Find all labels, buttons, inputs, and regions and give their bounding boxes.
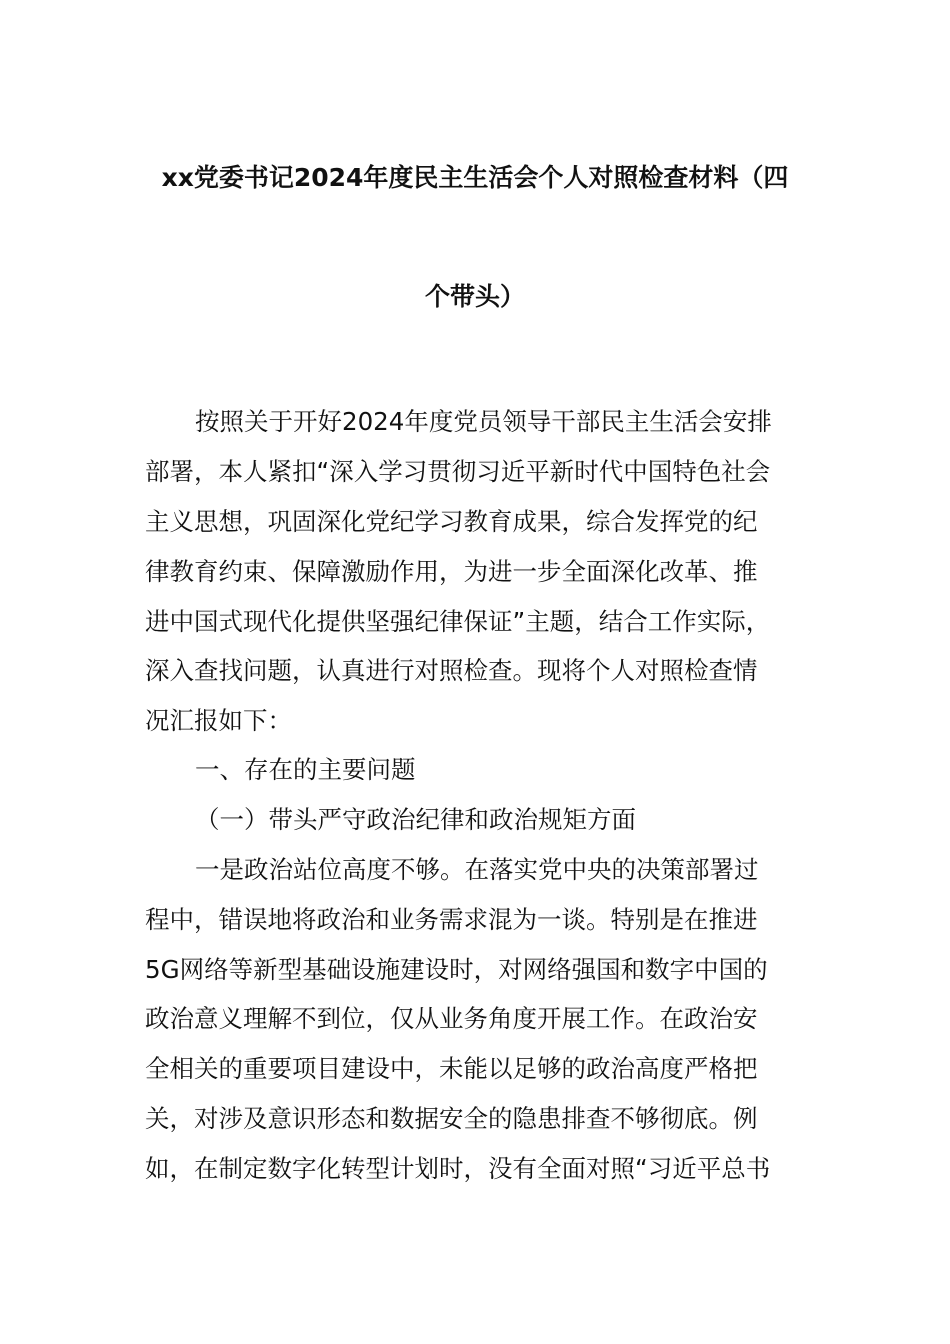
paragraph-line: 主义思想，巩固深化党纪学习教育成果，综合发挥党的纪 bbox=[145, 507, 758, 536]
document-title-line-1: xx党委书记2024年度民主生活会个人对照检查材料（四 bbox=[161, 163, 789, 192]
paragraph-line: 部署，本人紧扣“深入学习贯彻习近平新时代中国特色社会 bbox=[145, 457, 771, 486]
paragraph-line: 全相关的重要项目建设中，未能以足够的政治高度严格把 bbox=[145, 1054, 758, 1083]
paragraph-line: 一是政治站位高度不够。在落实党中央的决策部署过 bbox=[195, 855, 759, 884]
document-title-line-2: 个带头） bbox=[424, 282, 525, 311]
section-heading: 一、存在的主要问题 bbox=[195, 755, 416, 784]
paragraph-line: 进中国式现代化提供坚强纪律保证”主题，结合工作实际， bbox=[145, 607, 771, 636]
paragraph-line: 按照关于开好2024年度党员领导干部民主生活会安排 bbox=[195, 407, 772, 436]
paragraph-line: 律教育约束、保障激励作用，为进一步全面深化改革、推 bbox=[145, 557, 758, 586]
paragraph-line: 深入查找问题，认真进行对照检查。现将个人对照检查情 bbox=[145, 656, 758, 685]
paragraph-line: 关，对涉及意识形态和数据安全的隐患排查不够彻底。例 bbox=[145, 1104, 758, 1133]
paragraph-line: 政治意义理解不到位，仅从业务角度开展工作。在政治安 bbox=[145, 1004, 758, 1033]
subsection-heading: （一）带头严守政治纪律和政治规矩方面 bbox=[195, 805, 636, 834]
paragraph-line: 如，在制定数字化转型计划时，没有全面对照“习近平总书 bbox=[145, 1154, 771, 1183]
paragraph-line: 况汇报如下： bbox=[145, 706, 292, 735]
paragraph-line: 5G网络等新型基础设施建设时，对网络强国和数字中国的 bbox=[145, 955, 768, 984]
paragraph-line: 程中，错误地将政治和业务需求混为一谈。特别是在推进 bbox=[145, 905, 758, 934]
